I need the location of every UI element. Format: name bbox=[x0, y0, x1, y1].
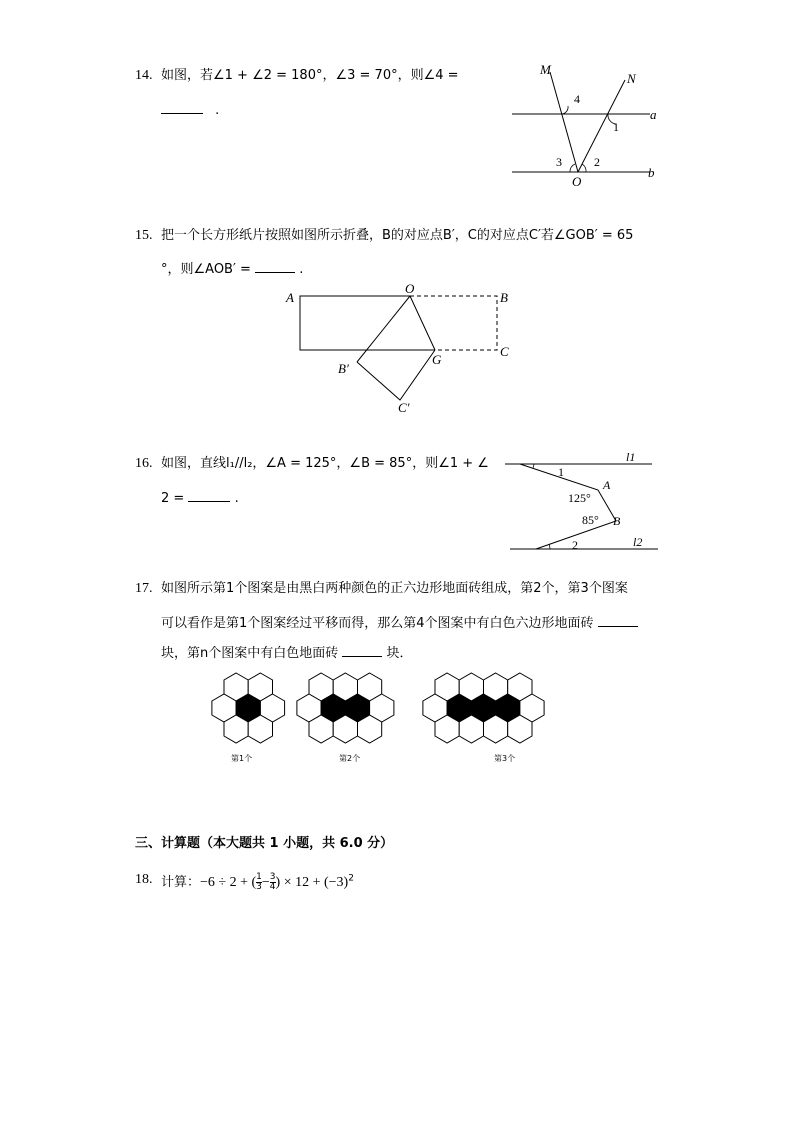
q16-blank[interactable] bbox=[188, 488, 230, 502]
q15-number: 15. bbox=[135, 228, 153, 243]
q17-number: 17. bbox=[135, 581, 153, 596]
label-C: C bbox=[500, 344, 509, 359]
caption-1: 第1个 bbox=[231, 754, 253, 763]
q14-blank[interactable] bbox=[161, 100, 203, 114]
q15-figure bbox=[280, 280, 520, 420]
q16-number: 16. bbox=[135, 456, 153, 471]
label-angle-3: 3 bbox=[556, 155, 562, 169]
q17-text-line2: 可以看作是第1个图案经过平移而得，那么第4个图案中有白色六边形地面砖 bbox=[161, 613, 638, 630]
q14-figure bbox=[500, 58, 670, 188]
q17-blank-2[interactable] bbox=[342, 643, 382, 657]
label-angle-1: 1 bbox=[613, 120, 619, 134]
label-A: A bbox=[286, 290, 294, 305]
label-M: M bbox=[540, 62, 551, 77]
q17-blank-1[interactable] bbox=[598, 613, 638, 627]
q16-figure bbox=[500, 445, 670, 560]
pattern-3 bbox=[423, 673, 544, 743]
label-l2: l2 bbox=[633, 535, 643, 549]
label-G: G bbox=[432, 352, 442, 367]
label-B: B bbox=[500, 290, 508, 305]
q17-text-line1: 如图所示第1个图案是由黑白两种颜色的正六边形地面砖组成，第2个，第3个图案 bbox=[161, 581, 628, 596]
label-angle-1: 1 bbox=[558, 465, 564, 479]
q16-text: 如图，直线l₁//l₂，∠A = 125°，∠B = 85°，则∠1 + ∠ bbox=[161, 456, 489, 471]
label-A: A bbox=[603, 478, 611, 492]
label-angle-2: 2 bbox=[572, 538, 578, 552]
caption-2: 第2个 bbox=[339, 754, 361, 763]
pattern-2 bbox=[297, 673, 394, 743]
label-a: a bbox=[650, 107, 657, 122]
q14-text: 如图，若∠1 + ∠2 = 180°，∠3 = 70°，则∠4 = bbox=[161, 68, 459, 83]
label-B: B bbox=[613, 514, 621, 528]
label-l1: l1 bbox=[626, 450, 636, 464]
q14-number: 14. bbox=[135, 68, 153, 83]
caption-3: 第3个 bbox=[494, 754, 516, 763]
q16-answer-line: 2 = . bbox=[161, 488, 239, 505]
ray-OM bbox=[550, 72, 578, 172]
q17-text-line3: 块，第n个图案中有白色地面砖 块． bbox=[161, 643, 413, 660]
q15-answer-line: °，则∠AOB′ = . bbox=[161, 259, 303, 276]
label-C-prime: C′ bbox=[398, 400, 410, 415]
section-3-title: 三、计算题（本大题共 1 小题，共 6.0 分） bbox=[135, 836, 394, 851]
label-angle-4: 4 bbox=[574, 92, 580, 106]
fraction-1-3: $\frac{1}{3}$ bbox=[256, 872, 262, 892]
label-B-prime: B′ bbox=[338, 361, 349, 376]
label-O: O bbox=[572, 174, 582, 189]
q14-answer-line: . bbox=[161, 100, 219, 117]
label-N: N bbox=[627, 71, 636, 86]
q17-figure bbox=[200, 660, 600, 760]
label-angle-2: 2 bbox=[594, 155, 600, 169]
q15-blank[interactable] bbox=[255, 259, 295, 273]
q15-text: 把一个长方形纸片按照如图所示折叠，B的对应点B′，C的对应点C′若∠GOB′ = 65 bbox=[161, 228, 634, 243]
fraction-3-4: $\frac{3}{4}$ bbox=[269, 872, 276, 892]
label-b: b bbox=[648, 165, 655, 180]
label-125: 125° bbox=[568, 491, 591, 505]
label-85: 85° bbox=[582, 513, 599, 527]
pattern-1 bbox=[212, 673, 285, 743]
q18-expression: 计算：−6 ÷ 2 + ( $\frac{1}{3}$ − $\frac{3}{4}$ ) × $12 + (-3)^2$ bbox=[161, 872, 354, 892]
label-O: O bbox=[405, 281, 415, 296]
q18-number: 18. bbox=[135, 872, 153, 887]
